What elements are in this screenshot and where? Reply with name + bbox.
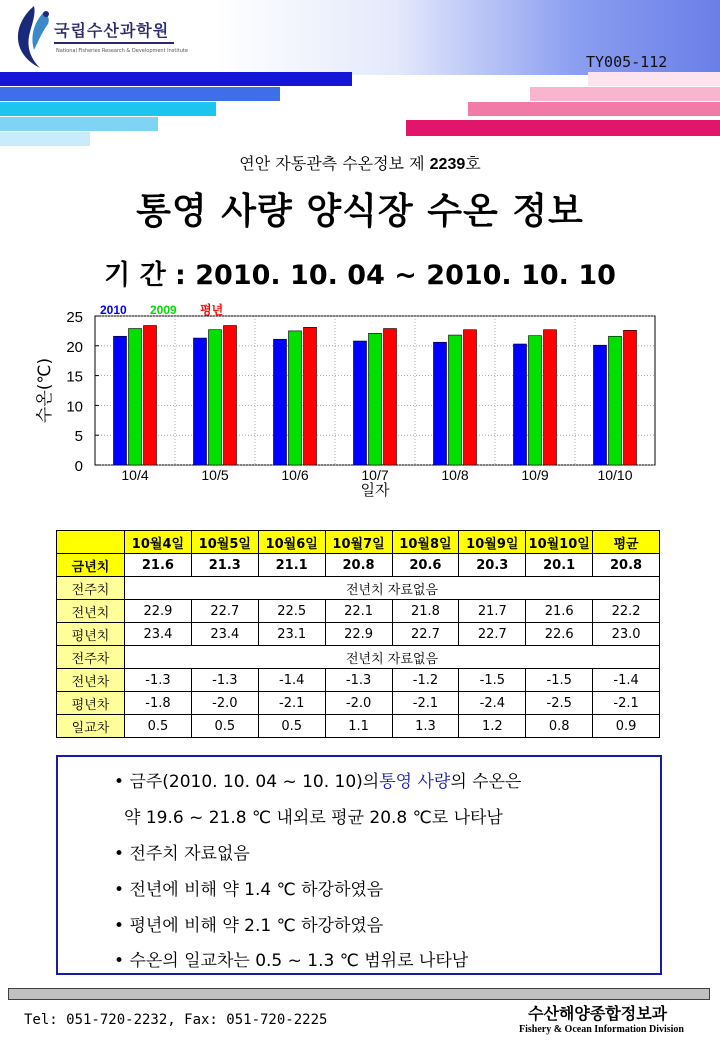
bar-2010-10/8 — [434, 342, 447, 465]
summary-line-6 — [114, 946, 468, 971]
summary-line-5 — [114, 911, 383, 936]
table-cell: 22.1 — [325, 600, 392, 623]
summary-line-4 — [114, 875, 383, 900]
row-label: 전년차 — [57, 669, 125, 692]
table-cell: 21.1 — [258, 554, 325, 577]
issue-number: 2239 — [429, 156, 466, 173]
institute-logo — [4, 2, 204, 70]
bar-2009-10/7 — [369, 333, 382, 465]
x-tick-label: 10/8 — [441, 467, 469, 483]
table-cell: 22.7 — [191, 600, 258, 623]
table-cell: 22.5 — [258, 600, 325, 623]
table-cell: -2.0 — [325, 692, 392, 715]
col-header: 10월7일 — [325, 531, 392, 554]
table-row — [57, 715, 660, 738]
table-row — [57, 554, 660, 577]
table-row — [57, 577, 660, 600]
bar-2010-10/5 — [194, 338, 207, 465]
table-cell: 22.7 — [459, 623, 526, 646]
logo-text: 국립수산과학원 — [54, 21, 170, 40]
col-header: 10월8일 — [392, 531, 459, 554]
col-header: 10월6일 — [258, 531, 325, 554]
x-axis-label: 일자 — [360, 481, 390, 499]
bullet-icon: • — [114, 916, 125, 936]
table-cell: -2.0 — [191, 692, 258, 715]
bar-2009-10/9 — [529, 336, 542, 465]
table-cell: -2.1 — [258, 692, 325, 715]
table-cell: -2.4 — [459, 692, 526, 715]
col-header: 10월5일 — [191, 531, 258, 554]
table-cell: 1.3 — [392, 715, 459, 738]
x-tick-label: 10/7 — [361, 467, 389, 483]
table-cell: 21.8 — [392, 600, 459, 623]
x-tick-label: 10/5 — [201, 467, 229, 483]
table-cell: 1.2 — [459, 715, 526, 738]
table-cell: 23.1 — [258, 623, 325, 646]
footer-bar — [8, 988, 710, 1000]
table-cell: -1.5 — [459, 669, 526, 692]
bar-평년-10/6 — [304, 327, 317, 465]
table-cell: 20.1 — [526, 554, 593, 577]
table-cell: 22.7 — [392, 623, 459, 646]
table-merged-cell: 전년치 자료없음 — [125, 577, 660, 600]
bar-평년-10/4 — [144, 326, 157, 465]
bar-2009-10/5 — [209, 330, 222, 465]
table-cell: 21.6 — [125, 554, 192, 577]
table-cell: 22.9 — [125, 600, 192, 623]
table-cell: -2.1 — [392, 692, 459, 715]
legend-label-0: 2010 — [100, 303, 127, 317]
y-tick-label: 10 — [66, 398, 83, 416]
table-cell: 0.8 — [526, 715, 593, 738]
x-tick-label: 10/10 — [597, 467, 633, 483]
bullet-icon: • — [114, 844, 125, 864]
bar-2010-10/4 — [114, 336, 127, 465]
table-cell: 22.2 — [593, 600, 660, 623]
x-tick-label: 10/4 — [121, 467, 149, 483]
logo-subtitle: National Fisheries Research & Development Institute — [56, 48, 188, 54]
bar-2010-10/9 — [514, 344, 527, 465]
table-merged-cell: 전년치 자료없음 — [125, 646, 660, 669]
bar-평년-10/8 — [464, 330, 477, 465]
table-cell: 0.5 — [258, 715, 325, 738]
y-tick-label: 0 — [74, 458, 83, 475]
bar-평년-10/9 — [544, 330, 557, 465]
logo-underline — [54, 40, 174, 46]
table-row — [57, 646, 660, 669]
table-cell: -1.8 — [125, 692, 192, 715]
report-title: 통영 사량 양식장 수온 정보 — [136, 191, 584, 232]
y-axis-label: 수온(℃) — [35, 357, 55, 424]
summary-text: 평년에 비해 약 2.1 ℃ 하강하였음 — [129, 916, 384, 936]
table-cell: 0.5 — [191, 715, 258, 738]
table-cell: 23.4 — [191, 623, 258, 646]
col-header: 10월4일 — [125, 531, 192, 554]
y-tick-label: 5 — [74, 428, 83, 446]
deco-bar-paleblue — [0, 132, 90, 146]
y-tick-label: 20 — [66, 338, 83, 356]
table-cell: -1.5 — [526, 669, 593, 692]
series-label: 연안 자동관측 수온정보 제 — [239, 154, 425, 173]
bar-2009-10/8 — [449, 335, 462, 465]
table-cell: 23.4 — [125, 623, 192, 646]
summary-text: 전년에 비해 약 1.4 ℃ 하강하였음 — [129, 880, 384, 900]
table-cell: 22.9 — [325, 623, 392, 646]
bar-2010-10/6 — [274, 339, 287, 465]
bar-평년-10/5 — [224, 326, 237, 465]
row-label: 평년차 — [57, 692, 125, 715]
table-cell: -1.2 — [392, 669, 459, 692]
bar-평년-10/7 — [384, 329, 397, 465]
summary-text: 의 수온은 — [450, 772, 522, 792]
table-cell: 22.6 — [526, 623, 593, 646]
table-cell: 21.3 — [191, 554, 258, 577]
report-subtitle — [0, 151, 720, 174]
issue-suffix: 호 — [465, 154, 481, 173]
table-corner-cell — [57, 531, 125, 554]
row-label: 전주차 — [57, 646, 125, 669]
table-header-row — [57, 531, 660, 554]
row-label: 일교차 — [57, 715, 125, 738]
contact-info: Tel: 051-720-2232, Fax: 051-720-2225 — [24, 1012, 328, 1028]
bullet-icon: • — [114, 951, 125, 971]
bar-2009-10/10 — [609, 336, 622, 465]
y-tick-label: 25 — [66, 309, 83, 326]
table-row — [57, 669, 660, 692]
row-label: 전년치 — [57, 600, 125, 623]
bullet-icon: • — [114, 880, 125, 900]
division-name-english: Fishery & Ocean Information Division — [519, 1024, 684, 1035]
deco-bar-lightpink — [530, 87, 720, 101]
summary-text: 금주(2010. 10. 04 ~ 10. 10)의 — [129, 772, 380, 792]
summary-box — [56, 755, 662, 975]
table-cell: 20.8 — [593, 554, 660, 577]
table-row — [57, 623, 660, 646]
water-temperature-bar-chart — [0, 290, 720, 500]
table-row — [57, 692, 660, 715]
deco-bar-lightblue — [0, 87, 280, 101]
table-cell: -1.3 — [125, 669, 192, 692]
summary-text: 수온의 일교차는 0.5 ~ 1.3 ℃ 범위로 나타남 — [129, 951, 469, 971]
y-tick-label: 15 — [66, 368, 83, 386]
bar-2009-10/4 — [129, 329, 142, 465]
legend-label-1: 2009 — [150, 303, 177, 317]
table-cell: -2.1 — [593, 692, 660, 715]
table-cell: 20.3 — [459, 554, 526, 577]
summary-line-2: 약 19.6 ~ 21.8 ℃ 내외로 평균 20.8 ℃로 나타남 — [124, 808, 503, 828]
x-tick-label: 10/9 — [521, 467, 549, 483]
table-cell: 21.7 — [459, 600, 526, 623]
row-label: 평년치 — [57, 623, 125, 646]
bar-2009-10/6 — [289, 331, 302, 465]
bar-2010-10/7 — [354, 341, 367, 465]
summary-line-3 — [114, 839, 250, 864]
report-period: 기 간 : 2010. 10. 04 ~ 2010. 10. 10 — [104, 260, 616, 291]
table-cell: -1.3 — [325, 669, 392, 692]
deco-bar-pink — [468, 102, 720, 116]
table-cell: -2.5 — [526, 692, 593, 715]
col-header: 평균 — [593, 531, 660, 554]
deco-bar-cyan — [0, 102, 216, 116]
deco-bar-magenta — [406, 120, 720, 136]
deco-bar-skyblue — [0, 117, 158, 131]
table-cell: 20.6 — [392, 554, 459, 577]
table-cell: 21.6 — [526, 600, 593, 623]
legend-label-2: 평년 — [200, 303, 224, 317]
table-cell: 23.0 — [593, 623, 660, 646]
deco-bar-blue — [0, 72, 352, 86]
row-label: 금년치 — [57, 554, 125, 577]
location-highlight: 통영 사량 — [379, 772, 451, 792]
document-code: TY005-112 — [586, 53, 668, 71]
deco-bar-palepink — [588, 72, 720, 86]
table-row — [57, 600, 660, 623]
x-tick-label: 10/6 — [281, 467, 309, 483]
temperature-table — [56, 530, 660, 738]
table-cell: 0.5 — [125, 715, 192, 738]
col-header: 10월9일 — [459, 531, 526, 554]
table-cell: 20.8 — [325, 554, 392, 577]
table-cell: -1.4 — [593, 669, 660, 692]
table-cell: 0.9 — [593, 715, 660, 738]
col-header: 10월10일 — [526, 531, 593, 554]
bullet-icon: • — [114, 772, 125, 792]
summary-text: 전주치 자료없음 — [129, 844, 250, 864]
table-cell: -1.3 — [191, 669, 258, 692]
division-name-korean: 수산해양종합정보과 — [528, 1004, 668, 1023]
table-cell: 1.1 — [325, 715, 392, 738]
summary-line-1 — [114, 767, 521, 792]
row-label: 전주치 — [57, 577, 125, 600]
bar-2010-10/10 — [594, 345, 607, 465]
table-cell: -1.4 — [258, 669, 325, 692]
bar-평년-10/10 — [624, 330, 637, 465]
